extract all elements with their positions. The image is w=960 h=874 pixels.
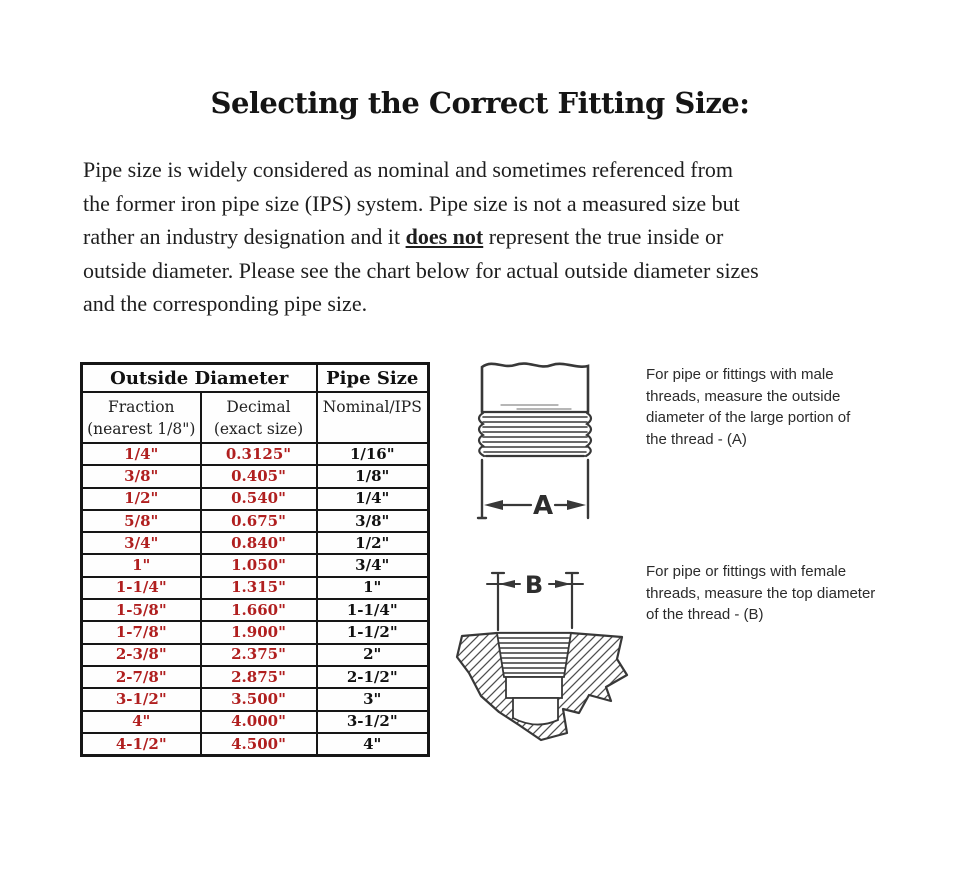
table-row <box>82 554 429 576</box>
bore-cavity <box>513 698 558 725</box>
decimal-cell: 0.540" <box>201 488 317 510</box>
pipe-size-cell: 2" <box>317 644 429 666</box>
dimension-label-a: A <box>532 491 554 521</box>
note-line: of the thread - (B) <box>646 606 764 623</box>
intro-text: Pipe size is widely considered as nominal and sometimes referenced from <box>83 157 734 182</box>
thread-ridges <box>483 417 587 452</box>
page-title: Selecting the Correct Fitting Size: <box>210 86 750 120</box>
note-line: the thread - (A) <box>646 430 747 448</box>
arrowhead-right <box>555 580 571 588</box>
female-thread-note <box>646 561 896 626</box>
arrowhead-left <box>499 580 515 588</box>
table-header-row-1 <box>82 364 429 393</box>
decimal-cell: 4.000" <box>201 711 317 733</box>
fraction-subheader <box>82 392 201 443</box>
pipe-size-cell: 3/8" <box>317 510 429 532</box>
arrowhead-left <box>484 500 503 510</box>
table-row <box>82 666 429 688</box>
decimal-cell: 2.375" <box>201 644 317 666</box>
fraction-cell: 3/8" <box>82 465 201 487</box>
pipe-size-cell: 4" <box>317 733 429 756</box>
arrowhead-right <box>567 500 586 510</box>
pipe-size-cell: 1-1/4" <box>317 599 429 621</box>
female-thread-diagram <box>446 560 636 750</box>
fraction-cell: 4" <box>82 711 201 733</box>
table-row <box>82 711 429 733</box>
fraction-cell: 5/8" <box>82 510 201 532</box>
table-row <box>82 577 429 599</box>
male-thread-note <box>646 364 896 450</box>
outside-diameter-header: Outside Diameter <box>82 364 317 393</box>
pipe-size-cell: 1" <box>317 577 429 599</box>
thread-left-edge <box>479 413 484 456</box>
fraction-cell: 2-3/8" <box>82 644 201 666</box>
table-row <box>82 465 429 487</box>
fraction-cell: 3-1/2" <box>82 688 201 710</box>
decimal-subheader <box>201 392 317 443</box>
pipe-size-cell: 2-1/2" <box>317 666 429 688</box>
decimal-cell: 1.660" <box>201 599 317 621</box>
pipe-size-cell: 3/4" <box>317 554 429 576</box>
intro-text: the former iron pipe size (IPS) system. Pipe size is not a measured size but <box>83 190 740 216</box>
table-row <box>82 443 429 465</box>
decimal-cell: 4.500" <box>201 733 317 756</box>
note-line: For pipe or fittings with male <box>646 366 834 383</box>
intro-line <box>83 153 903 187</box>
intro-text: and the corresponding pipe size. <box>83 291 368 316</box>
pipe-size-cell: 1/8" <box>317 465 429 487</box>
pipe-size-cell: 3" <box>317 688 429 710</box>
fraction-label: Fraction <box>107 398 175 416</box>
table-header-row-2 <box>82 392 429 443</box>
intro-line <box>83 287 903 321</box>
decimal-cell: 1.050" <box>201 554 317 576</box>
table-row <box>82 733 429 756</box>
fraction-cell: 2-7/8" <box>82 666 201 688</box>
decimal-cell: 2.875" <box>201 666 317 688</box>
decimal-cell: 0.840" <box>201 532 317 554</box>
table-row <box>82 599 429 621</box>
pipe-size-cell: 1/2" <box>317 532 429 554</box>
fraction-cell: 1" <box>82 554 201 576</box>
note-line: threads, measure the top diameter <box>646 584 876 602</box>
fraction-cell: 1-5/8" <box>82 599 201 621</box>
nominal-subheader: Nominal/IPS <box>317 392 429 443</box>
intro-text: outside diameter. Please see the chart below for actual outside diameter sizes <box>83 257 759 283</box>
intro-paragraph <box>83 153 903 321</box>
table-row <box>82 510 429 532</box>
fraction-cell: 1/4" <box>82 443 201 465</box>
note-line: threads, measure the outside <box>646 387 841 405</box>
pipe-size-cell: 3-1/2" <box>317 711 429 733</box>
fraction-cell: 1-7/8" <box>82 621 201 643</box>
table-row <box>82 688 429 710</box>
decimal-label: Decimal <box>226 398 291 416</box>
fraction-cell: 1-1/4" <box>82 577 201 599</box>
pipe-size-cell: 1/4" <box>317 488 429 510</box>
fitting-size-table <box>80 362 430 757</box>
pipe-size-header: Pipe Size <box>317 364 429 393</box>
pipe-size-cell: 1-1/2" <box>317 621 429 643</box>
pipe-size-cell: 1/16" <box>317 443 429 465</box>
decimal-cell: 0.3125" <box>201 443 317 465</box>
dimension-label-b: B <box>524 571 544 599</box>
bore-step <box>506 677 562 698</box>
decimal-cell: 1.900" <box>201 621 317 643</box>
decimal-cell: 1.315" <box>201 577 317 599</box>
male-thread-diagram <box>455 356 635 528</box>
table-row <box>82 621 429 643</box>
note-line: diameter of the large portion of <box>646 409 851 426</box>
decimal-cell: 0.675" <box>201 510 317 532</box>
fraction-note: (nearest 1/8") <box>87 420 196 438</box>
table-row <box>82 488 429 510</box>
intro-line <box>83 220 903 254</box>
decimal-cell: 3.500" <box>201 688 317 710</box>
intro-line <box>83 254 903 288</box>
decimal-cell: 0.405" <box>201 465 317 487</box>
intro-text: represent the true inside or <box>483 224 724 249</box>
fraction-cell: 1/2" <box>82 488 201 510</box>
threaded-hole <box>497 633 571 677</box>
note-line: For pipe or fittings with female <box>646 563 847 580</box>
intro-text: rather an industry designation and it <box>83 224 406 249</box>
fraction-cell: 3/4" <box>82 532 201 554</box>
fraction-cell: 4-1/2" <box>82 733 201 756</box>
table-row <box>82 532 429 554</box>
intro-line <box>83 187 903 221</box>
intro-emphasis: does not <box>405 224 484 249</box>
decimal-note: (exact size) <box>213 420 304 438</box>
table-row <box>82 644 429 666</box>
thread-right-edge <box>586 413 591 456</box>
